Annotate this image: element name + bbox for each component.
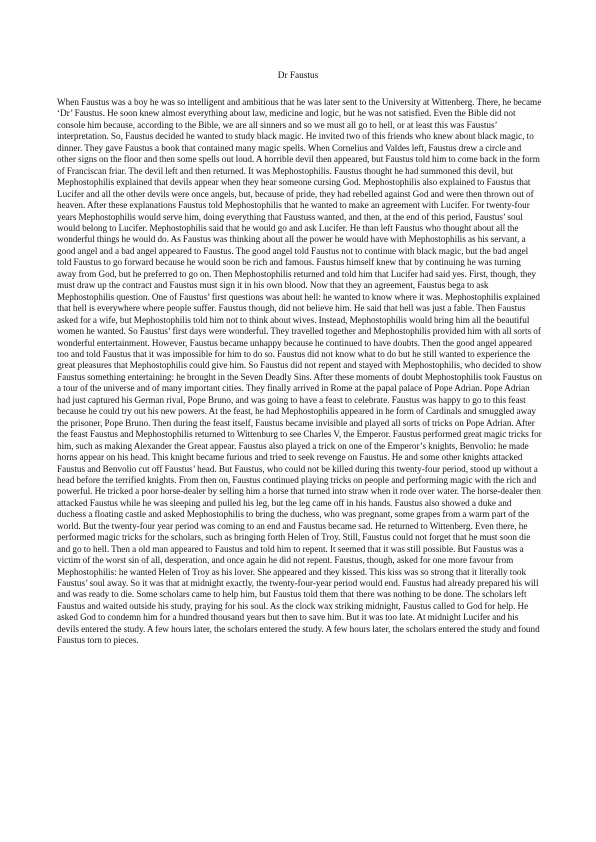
document-body-paragraph: When Faustus was a boy he was so intelligent and ambitious that he was later sent to the University at Wittenberg. There, he became ‘Dr’ Faustus. He soon knew almost everything about law, medicine and logic, but he was not satisfied. Even the Bible did not console him because, according to the Bible, we are all sinners and so we must all go to hell, or at least this was Faustus’ interpretation. So, Faustus decided he wanted to study black magic. He invited two of this friends who knew about black magic, to dinner. They gave Faustus a book that contained many magic spells. When Cornelius and Valdes left, Faustus drew a circle and other signs on the floor and then some spells out loud. A horrible devil then appeared, but Faustus told him to come back in the form of Franciscan friar. The devil left and then returned. It was Mephostophilis. Faustus thought he had summoned this devil, but Mephostophilis explained that devils appear when they hear someone cursing God. Mephostophilis also explained to Faustus that Lucifer and all the other devils were once angels, but, because of pride, they had rebelled against God and were then thrown out of heaven. After these explanations Faustus told Mephostophilis that he wanted to make an agreement with Lucifer. For twenty-four years Mephostophilis would serve him, doing everything that Faustuss wanted, and then, at the end of this period, Faustus’ soul would belong to Lucifer. Mephostophilis said that he would go and ask Lucifer. He than left Faustus who thought about all the wonderful things he would do. As Faustus was thinking about all the power he would have with Mephostophilis as his servant, a good angel and a bad angel appeared to Faustus. The good angel told Faustus not to continue with black magic, but the bad angel told Faustus to go forward because he would soon be rich and famous. Faustus himself knew that by continuing he was turning away from God, but he preferred to go on. Then Mephostophilis returned and told him that Lucifer had said yes. First, though, they must draw up the contract and Faustus must sign it in his own blood. Now that they an agreement, Faustus bega to ask Mephostophilis question. One of Faustus’ first questions was about hell: he wanted to know where it was. Mephostophilis explained that hell is everywhere where people suffer. Faustus though, did not believe him. He said that hell was just a fable. Then Faustus asked for a wife, but Mephostophilis told him not to think about wives. Instead, Mephostophilis would bring him all the beautiful women he wanted. So Faustus’ first days were wonderful. They travelled together and Mephostophilis provided him with all sorts of wonderful entertainment. However, Faustus became unhappy because he continued to have doubts. Then the good angel appeared too and told Faustus that it was impossible for him to do so. Faustus did not know what to do but he still wanted to experience the great pleasures that Mephostophilis could give him. So Faustus did not repent and stayed with Mephostophilis, who decided to show Faustus something entertaining: he brought in the Seven Deadly Sins. After these moments of doubt Mephostophilis took Faustus on a tour of the universe and of many important cities. They finally arrived in Rome at the papal palace of Pope Adrian. Pope Adrian had just captured his German rival, Pope Bruno, and was going to have a feast to celebrate. Faustus was happy to go to this feast because he could try out his new powers. At the feast, he had Mephostophilis appeared in he form of Cardinals and smuggled away the prisoner, Pope Bruno. Then during the feast itself, Faustus became invisible and played all sorts of tricks on Pope Adrian. After the feast Faustus and Mephostophilis returned to Wittenburg to see Charles V, the Emperor. Faustus performed great magic tricks for him, such as making Alexander the Great appear. Faustus also played a trick on one of the Emperor’s knights, Benvolio: he made horns appear on his head. This knight became furious and tried to seek revenge on Faustus. He and some other knights attacked Faustus and Benvolio cut off Faustus’ head. But Faustus, who could not be killed during this twenty-four period, stood up without a head before the terrified knights. From then on, Faustus continued playing tricks on people and performing magic with the rich and powerful. He tricked a poor horse-dealer by selling him a horse that turned into straw when it rode over water. The horse-dealer then attacked Faustus while he was sleeping and pulled his leg, but the leg came off in his hands. Faustus also showed a duke and duchess a floating castle and asked Mephostophilis to bring the duchess, who was pregnant, some grapes from a warm part of the world. But the twenty-four year period was coming to an end and Faustus became sad. He returned to Wittenberg. Even there, he performed magic tricks for the scholars, such as bringing forth Helen of Troy. Still, Faustus could not forget that he must soon die and go to hell. Then a old man appeared to Faustus and told him to repent. It seemed that it was still possible. But Faustus was a victim of the worst sin of all, desperation, and once again he did not repent. Faustus, though, asked for one more favour from Mephostophilis: he wanted Helen of Troy as his lover. She appeared and they kissed. This kiss was so strong that it literally took Faustus’ soul away. So it was that at midnight exactly, the twenty-four-year period would end. Faustus had already prepared his will and was ready to die. Some scholars came to help him, but Faustus told them that there was nothing to be done. The scholars left Faustus and waited outside his study, praying for his soul. As the clock wax striking midnight, Faustus called to God for help. He asked God to condemn him for a hundred thousand years but then to save him. But it was too late. At midnight Lucifer and his devils entered the study. A few hours later, the scholars entered the study. A few hours later, the scholars entered the study and found Faustus torn to pieces. [57, 97, 542, 646]
document-title: Dr Faustus [277, 71, 319, 81]
